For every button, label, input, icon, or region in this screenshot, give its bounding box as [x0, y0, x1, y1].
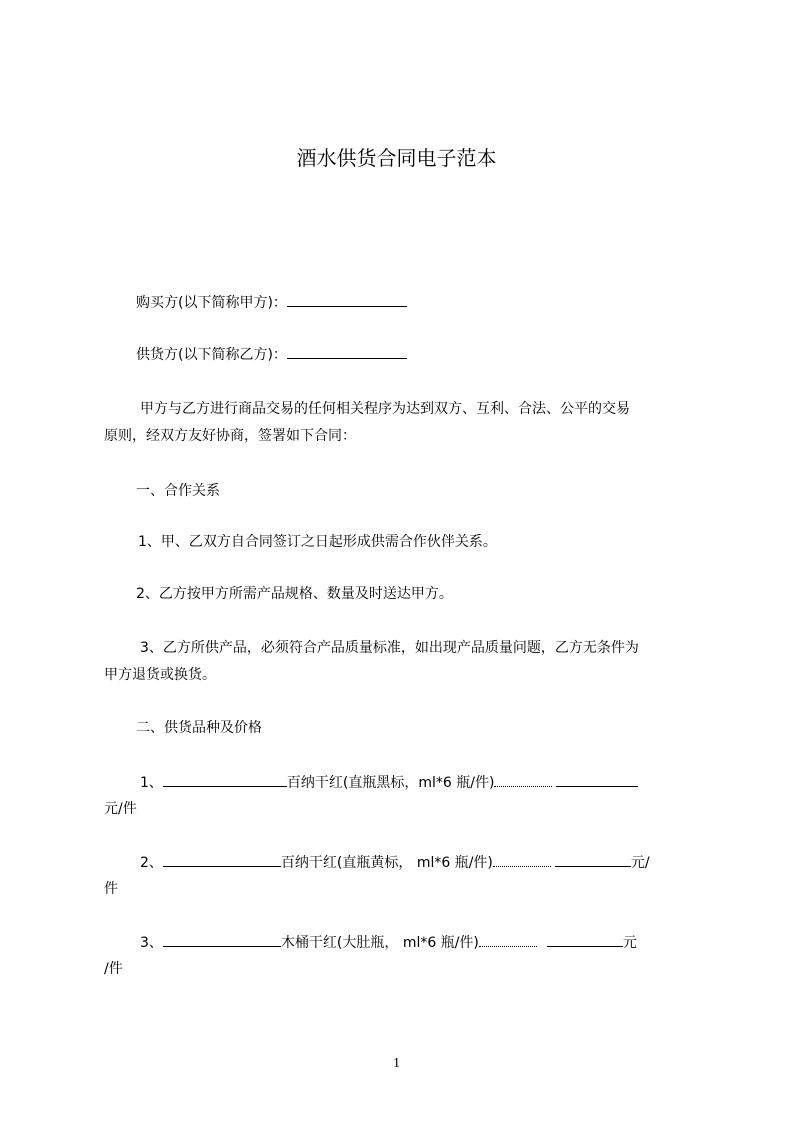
page-number: 1 — [393, 1056, 400, 1071]
intro-line-2: 原则，经双方友好协商，签署如下合同： — [104, 428, 356, 444]
section1-item-3-line-2: 甲方退货或换货。 — [104, 667, 216, 683]
seller-label: 供货方(以下简称乙方)： — [136, 347, 287, 363]
product-desc: 百纳干红(直瓶黑标，ml*6 瓶/件) — [286, 775, 495, 791]
product-row-1-cont: 元/件 — [104, 801, 137, 817]
section2-heading: 二、供货品种及价格 — [136, 720, 262, 736]
product-num: 1、 — [140, 775, 163, 791]
product-row-2 — [140, 852, 650, 873]
seller-line — [136, 344, 407, 365]
product-unit-a: 元 — [622, 935, 637, 951]
price-blank[interactable] — [555, 852, 631, 867]
product-num: 3、 — [140, 935, 163, 951]
buyer-blank[interactable] — [287, 292, 407, 307]
product-row-3 — [140, 932, 637, 953]
product-desc: 木桶干红(大肚瓶， ml*6 瓶/件) — [280, 935, 479, 951]
section1-item-2: 2、乙方按甲方所需产品规格、数量及时送达甲方。 — [136, 586, 453, 602]
leader-dots — [494, 774, 552, 787]
leader-dots — [479, 934, 537, 947]
product-unit-a: 元/ — [630, 855, 650, 871]
document-title: 酒水供货合同电子范本 — [296, 146, 497, 170]
product-desc: 百纳干红(直瓶黄标， ml*6 瓶/件) — [280, 855, 493, 871]
buyer-line — [136, 292, 407, 313]
price-blank[interactable] — [547, 932, 623, 947]
leader-dots — [493, 854, 551, 867]
product-row-3-cont: /件 — [104, 961, 123, 977]
product-name-blank[interactable] — [163, 772, 287, 787]
buyer-label: 购买方(以下简称甲方)： — [136, 295, 287, 311]
section1-item-1: 1、甲、乙双方自合同签订之日起形成供需合作伙伴关系。 — [138, 534, 497, 550]
product-row-2-cont: 件 — [104, 881, 118, 897]
product-row-1 — [140, 772, 638, 793]
seller-blank[interactable] — [287, 344, 407, 359]
price-blank[interactable] — [556, 772, 638, 787]
section1-item-3-line-1: 3、乙方所供产品，必须符合产品质量标准，如出现产品质量问题，乙方无条件为 — [140, 640, 639, 656]
section1-heading: 一、合作关系 — [136, 483, 220, 499]
product-name-blank[interactable] — [163, 932, 281, 947]
intro-line-1: 甲方与乙方进行商品交易的任何相关程序为达到双方、互利、合法、公平的交易 — [140, 401, 630, 417]
product-name-blank[interactable] — [163, 852, 281, 867]
product-num: 2、 — [140, 855, 163, 871]
